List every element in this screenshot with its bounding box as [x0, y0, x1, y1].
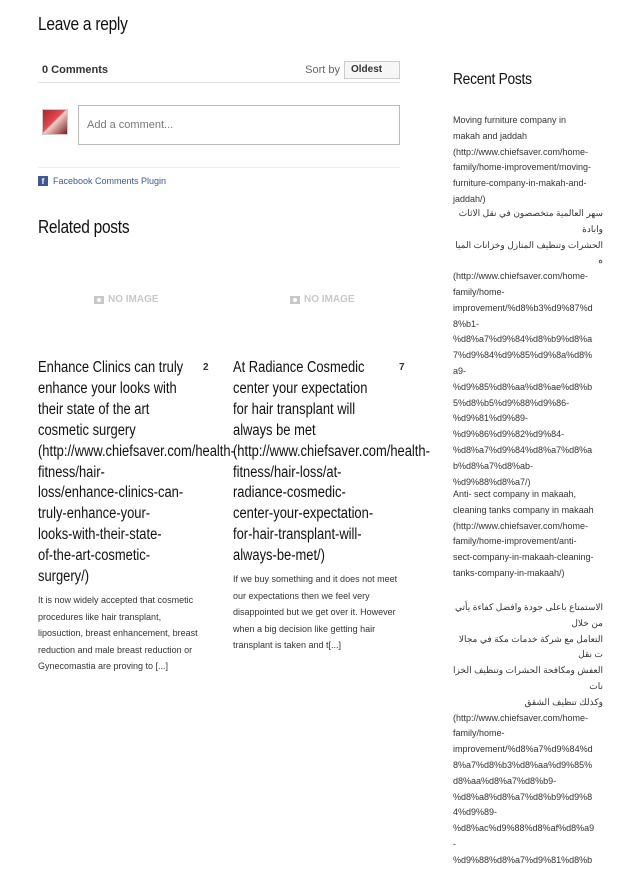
title-line: cosmetic surgery	[38, 421, 136, 439]
link-line: (http://www.chiefsaver.com/home-	[453, 520, 589, 531]
excerpt-line: It is now widely accepted that cosmetic	[38, 594, 194, 605]
title-line: (http://www.chiefsaver.com/health-	[233, 442, 430, 460]
related-posts-heading: Related posts	[38, 217, 130, 237]
recent-post-link[interactable]	[453, 600, 603, 869]
link-line: %d9%86%d9%82%d9%84-	[453, 429, 565, 440]
link-line: %d8%ac%d9%88%d8%af%d8%a9	[453, 823, 595, 834]
excerpt-line: reduction and male breast reduction or	[38, 644, 193, 655]
title-line: center your expectation	[233, 379, 368, 397]
recent-posts-heading: Recent Posts	[453, 71, 532, 88]
link-line: 8%a7%d8%b3%d8%aa%d9%85%	[453, 759, 593, 770]
title-line: always be met	[233, 421, 316, 439]
link-line: family/home-improvement/anti-	[453, 536, 577, 547]
title-line: radiance-cosmedic-	[233, 484, 346, 502]
recent-post-link[interactable]	[453, 206, 603, 490]
related-post-2	[233, 358, 430, 654]
title-line: always-be-met/)	[233, 547, 325, 565]
arabic-title-line: الاستمتاع باعلى جودة وافضل كفاءة يأتي من خلال	[454, 602, 603, 628]
title-line: fitness/hair-	[38, 463, 105, 481]
link-line: %d9%81%d9%89-	[453, 413, 529, 424]
link-line: Moving furniture company in	[453, 115, 567, 125]
link-line: 8%b1-	[453, 318, 480, 329]
link-line: jaddah/)	[453, 193, 486, 204]
facebook-icon: f	[38, 176, 48, 186]
link-line: %d8%a8%d8%a7%d8%b9%d9%8	[453, 791, 593, 802]
link-line: Anti- sect company in makaah,	[453, 489, 577, 499]
excerpt-line: disappointed but we get over it. However	[233, 607, 396, 618]
link-line: 7%d9%84%d9%85%d9%8a%d8%	[453, 350, 593, 361]
title-line: of-the-art-cosmetic-	[38, 547, 151, 565]
link-line: tanks-company-in-makaah/)	[453, 567, 565, 578]
camera-icon	[290, 296, 300, 304]
comments-header	[38, 57, 400, 83]
link-line: improvement/%d8%b3%d9%87%d	[453, 302, 593, 313]
comment-count-badge: 2	[203, 362, 209, 373]
title-line: center-your-expectation-	[233, 505, 374, 523]
link-line: sect-company-in-makaah-cleaning-	[453, 552, 594, 563]
arabic-title-line: سهر العالمية متخصصون في نقل الاثاث وابادة	[458, 208, 603, 234]
comment-input[interactable]: Add a comment...	[78, 105, 400, 145]
link-line: family/home-	[453, 286, 505, 297]
no-image-label: NO IMAGE	[304, 294, 355, 305]
link-line: b%d8%a7%d8%ab-	[453, 460, 534, 471]
facebook-comments-box	[38, 57, 400, 186]
facebook-plugin-link[interactable]	[38, 167, 400, 186]
arabic-title-line: وكذلك تنظيف الشقق	[524, 696, 603, 707]
post-excerpt	[38, 592, 230, 675]
no-image-label: NO IMAGE	[108, 294, 159, 305]
link-line: %d8%a7%d9%84%d8%a7%d8%a	[453, 444, 593, 455]
title-line: for-hair-transplant-will-	[233, 526, 362, 544]
leave-reply-heading: Leave a reply	[38, 14, 128, 34]
excerpt-line: Gynecomastia are proving to [...]	[38, 661, 169, 672]
title-line: looks-with-their-state-	[38, 526, 162, 544]
link-line: cleaning tanks company in makaah	[453, 504, 594, 515]
comment-count-badge: 7	[399, 362, 405, 373]
link-line: furniture-company-in-makah-and-	[453, 178, 587, 189]
link-line: family/home-	[453, 728, 505, 739]
excerpt-line: our expectations then we feel very	[233, 590, 370, 601]
arabic-title-line: التعامل مع شركة خدمات مكة في مجالات نقل	[458, 633, 603, 660]
link-line: (http://www.chiefsaver.com/home-	[453, 271, 589, 282]
link-line: (http://www.chiefsaver.com/home-	[453, 146, 589, 157]
plugin-label: Facebook Comments Plugin	[53, 176, 167, 186]
excerpt-line: liposuction, breast enhancement, breast	[38, 628, 198, 639]
post-title-link[interactable]	[233, 358, 435, 567]
recent-post-link[interactable]	[453, 113, 603, 208]
recent-post-link[interactable]	[453, 487, 603, 582]
sort-label: Sort by	[305, 63, 340, 76]
post-thumbnail-2[interactable]	[290, 294, 355, 305]
title-line: fitness/hair-loss/at-	[233, 463, 342, 481]
related-post-1	[38, 358, 235, 675]
comment-composer	[38, 105, 400, 145]
arabic-title-line: الحشرات وتنظيف المنازل وخزانات المياه	[455, 239, 603, 266]
link-line: %d8%a7%d9%84%d8%b9%d8%a	[453, 334, 593, 345]
arabic-title-line: العفش ومكافحة الحشرات وتنظيف الخزانات	[453, 665, 603, 691]
comments-count: 0 Comments	[42, 63, 109, 76]
sort-select[interactable]: Oldest	[344, 61, 400, 79]
title-line: truly-enhance-your-	[38, 505, 151, 523]
title-line: their state of the art	[38, 400, 150, 418]
link-line: a9-	[453, 365, 467, 376]
link-line: %d9%85%d8%aa%d8%ae%d8%b	[453, 381, 593, 392]
excerpt-line: transplant is taken and t[...]	[233, 640, 342, 651]
link-line: 4%d9%89-	[453, 807, 498, 818]
link-line: (http://www.chiefsaver.com/home-	[453, 712, 589, 723]
link-line: improvement/%d8%a7%d9%84%d	[453, 744, 593, 755]
link-line: makah and jaddah	[453, 130, 528, 141]
title-line: enhance your looks with	[38, 379, 177, 397]
post-excerpt	[233, 571, 425, 654]
post-title-link[interactable]	[38, 358, 240, 588]
post-thumbnail-1[interactable]	[94, 294, 159, 305]
title-line: Enhance Clinics can truly	[38, 359, 184, 376]
link-line: %d9%88%d8%a7%d9%81%d8%b	[453, 854, 593, 865]
excerpt-line: procedures like hair transplant,	[38, 611, 162, 622]
link-line: %d9%88%d8%a7/)	[453, 476, 531, 487]
title-line: surgery/)	[38, 568, 90, 586]
link-line: -	[453, 838, 456, 849]
title-line: loss/enhance-clinics-can-	[38, 484, 184, 502]
excerpt-line: when a big decision like getting hair	[233, 623, 376, 634]
user-avatar	[42, 109, 68, 135]
title-line: (http://www.chiefsaver.com/health-	[38, 442, 235, 460]
link-line: d8%aa%d8%a7%d8%b9-	[453, 775, 557, 786]
title-line: for hair transplant will	[233, 400, 356, 418]
title-line: At Radiance Cosmedic	[233, 359, 365, 376]
link-line: 5%d8%b5%d9%88%d9%86-	[453, 397, 570, 408]
excerpt-line: If we buy something and it does not meet	[233, 574, 398, 585]
camera-icon	[94, 296, 104, 304]
link-line: family/home-improvement/moving-	[453, 162, 592, 173]
sort-control	[305, 61, 400, 79]
